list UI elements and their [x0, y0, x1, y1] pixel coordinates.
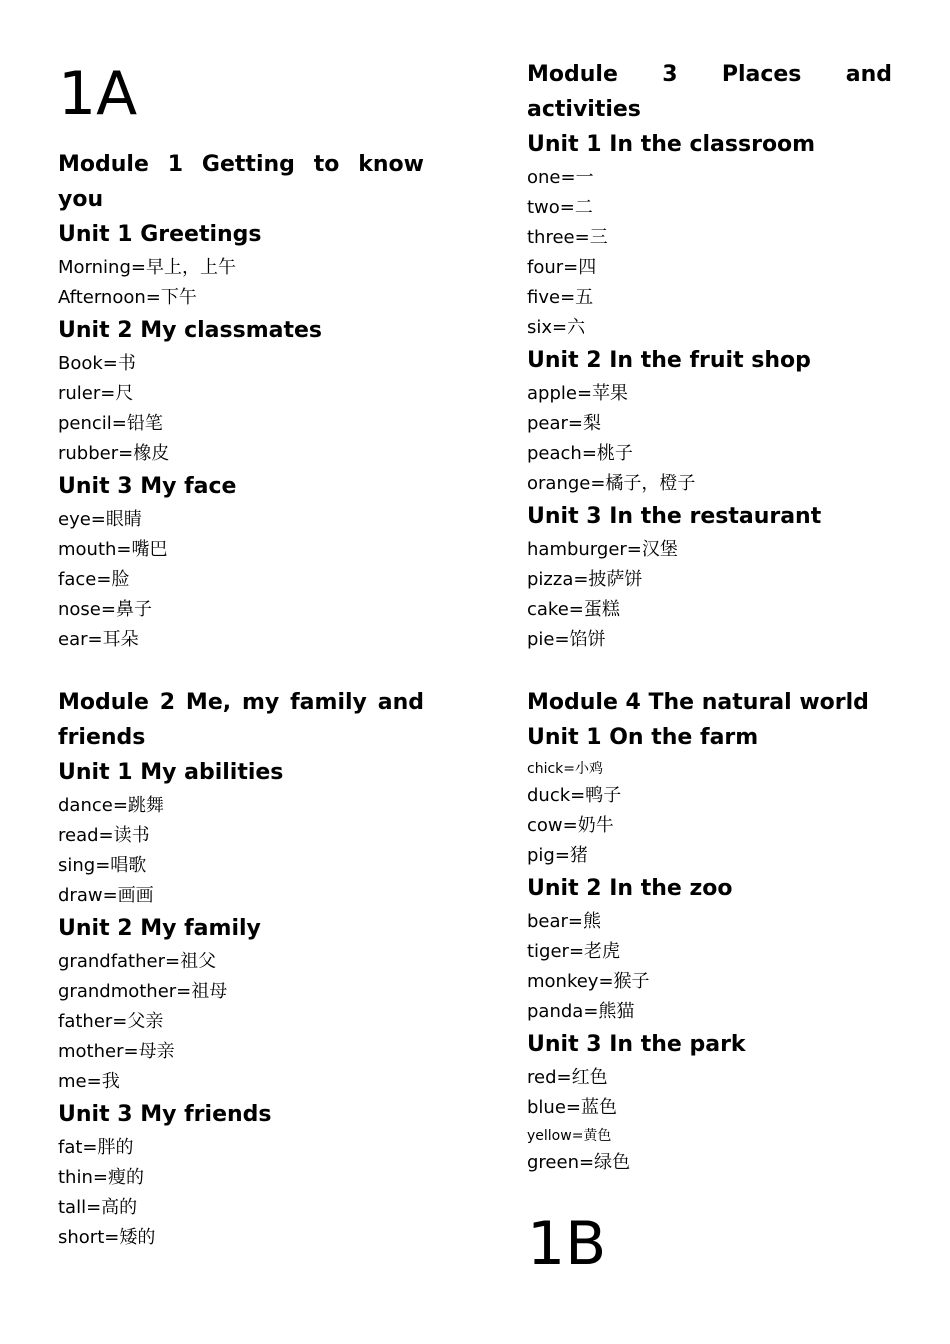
vocab-item: mother=母亲: [58, 1041, 175, 1062]
vocab-item: Afternoon=下午: [58, 287, 197, 308]
unit-title: Unit 3 In the restaurant: [527, 504, 822, 529]
vocab-item: nose=鼻子: [58, 599, 152, 620]
vocab-item: draw=画画: [58, 885, 154, 906]
unit-title: Unit 3 In the park: [527, 1032, 746, 1057]
unit-title: Unit 3 My face: [58, 474, 237, 499]
vocab-item: red=红色: [527, 1067, 608, 1088]
module-3-title: Module 3 Places and activities: [527, 62, 892, 122]
vocab-item: hamburger=汉堡: [527, 539, 678, 560]
module-2-title: Module 2 Me, my family and friends: [58, 690, 424, 750]
unit-title: Unit 1 My abilities: [58, 760, 284, 785]
vocab-item: cake=蛋糕: [527, 599, 620, 620]
grade-heading-1b: 1B: [527, 1209, 607, 1279]
vocab-item: Book=书: [58, 353, 136, 374]
vocab-item: apple=苹果: [527, 383, 629, 404]
vocab-item: dance=跳舞: [58, 795, 164, 816]
vocab-item: fat=胖的: [58, 1137, 134, 1158]
vocab-item: grandmother=祖母: [58, 981, 228, 1002]
vocab-item: cow=奶牛: [527, 815, 614, 836]
vocab-item: pizza=披萨饼: [527, 569, 643, 590]
vocab-item: rubber=橡皮: [58, 443, 170, 464]
vocab-item: three=三: [527, 227, 608, 248]
vocab-item: pear=梨: [527, 413, 602, 434]
vocab-item: sing=唱歌: [58, 855, 147, 876]
vocab-item: green=绿色: [527, 1152, 631, 1173]
vocab-item: bear=熊: [527, 911, 602, 932]
unit-title: Unit 1 Greetings: [58, 222, 262, 247]
vocab-item: read=读书: [58, 825, 150, 846]
vocab-item: me=我: [58, 1071, 120, 1092]
vocab-item: orange=橘子，橙子: [527, 473, 696, 494]
vocab-item: six=六: [527, 317, 586, 338]
vocab-item: pencil=铅笔: [58, 413, 163, 434]
vocab-item: blue=蓝色: [527, 1097, 617, 1118]
unit-title: Unit 2 In the zoo: [527, 876, 733, 901]
unit-title: Unit 1 On the farm: [527, 725, 759, 750]
vocab-item: four=四: [527, 257, 597, 278]
unit-title: Unit 2 My classmates: [58, 318, 323, 343]
vocab-item: five=五: [527, 287, 594, 308]
vocab-item: peach=桃子: [527, 443, 633, 464]
vocab-item: tall=高的: [58, 1197, 138, 1218]
vocab-item: grandfather=祖父: [58, 951, 217, 972]
vocab-item: tiger=老虎: [527, 941, 621, 962]
vocab-item: Morning=早上，上午: [58, 257, 236, 278]
vocab-item: pig=猪: [527, 845, 588, 866]
vocab-item: ear=耳朵: [58, 629, 139, 650]
unit-title: Unit 1 In the classroom: [527, 132, 816, 157]
vocab-item: two=二: [527, 197, 593, 218]
vocab-item: pie=馅饼: [527, 629, 606, 650]
vocab-item: panda=熊猫: [527, 1001, 635, 1022]
vocab-item: father=父亲: [58, 1011, 164, 1032]
vocab-item: one=一: [527, 167, 594, 188]
vocab-item: ruler=尺: [58, 383, 134, 404]
vocab-item: duck=鸭子: [527, 785, 622, 806]
vocab-item: yellow=黄色: [527, 1128, 612, 1144]
grade-heading-1a: 1A: [58, 59, 138, 129]
vocab-item: mouth=嘴巴: [58, 539, 168, 560]
module-4-title: Module 4 The natural world: [527, 690, 869, 715]
vocab-item: face=脸: [58, 569, 130, 590]
vocab-item: eye=眼睛: [58, 509, 142, 530]
module-1-title: Module 1 Getting to know you: [58, 152, 424, 212]
unit-title: Unit 2 My family: [58, 916, 261, 941]
unit-title: Unit 2 In the fruit shop: [527, 348, 811, 373]
vocab-item: monkey=猴子: [527, 971, 650, 992]
vocab-item: short=矮的: [58, 1227, 156, 1248]
unit-title: Unit 3 My friends: [58, 1102, 272, 1127]
vocab-item: chick=小鸡: [527, 761, 603, 777]
vocab-item: thin=瘦的: [58, 1167, 144, 1188]
